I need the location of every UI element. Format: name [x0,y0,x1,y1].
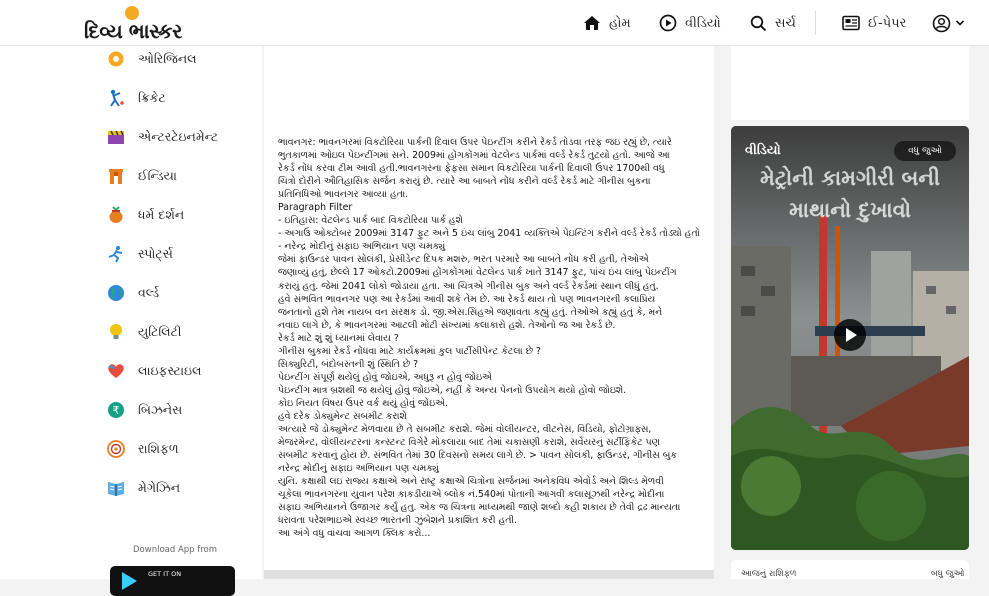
sidebar-item-label: વર્લ્ડ [138,285,160,300]
article-line: રેકર્ડ માટે શું શું ધ્યાનમાં લેવાય ? [278,332,399,344]
article-line: જેમાં ફાઉન્ડર પાવન સોલંકી, પ્રેસીડેન્ટ દિપક મશરુ, ભરત પરમારે આ બાબતે નોંધ કરી હતી, તેઓએ [278,254,649,266]
article-line: હવે દરેક ડોક્યુમેન્ટ સબમીટ કરાશે [278,410,407,422]
horizontal-scrollbar[interactable] [264,570,714,579]
sidebar-item-label: ધર્મ દર્શન [138,207,185,222]
sidebar-item-horoscope[interactable] [107,440,179,458]
sidebar-item-label: યુટિલિટી [138,324,182,339]
user-circle-icon [932,14,951,33]
nav-epaper-label: ઈ-પેપર [868,15,907,31]
article-line: પ્રતિનિધિઓ ભાવનગર આવ્યા હતા. [278,189,409,201]
logo-sun-dot [125,6,139,20]
article-line: ગીનીસ બુકમાં રેકર્ડ નોંધવા માટે કાર્યક્રમમાં કુલ પાર્ટીસીપેન્ટ કેટલા છે ? [278,345,541,357]
article-line: સબમીટ કરવાનું હોય છે. સંભવિત તેમાં 30 દિવસનો સમય લાગે છે. > પાવન સોલંકી, ફાઉન્ડર, ગીનીસ બુક [278,450,677,462]
video-headline-line1: મેટ્રોની કામગીરી બની [759,166,941,190]
article-line: કોઇ નિયત વિષય ઉપર વર્ક થયું હોવું જોઇએ. [278,397,449,409]
kalash-icon [107,206,125,224]
article-line: પેઇન્ટીંગ સંપૂર્ણ થયેલું હોવું જોઇએ, અધુરૂ ન હોવું જોઇએ [278,371,492,383]
sidebar-item-cricket[interactable] [107,89,166,107]
article-line: અત્યારે જે ડોક્યુમેન્ટ મેળવાયા છે તે સબમીટ કરાશે. જેમાં વોલીયન્ટર, વીટનેસ, વિડિયો, ફોટોગ્રાફ્સ, [278,424,652,436]
newspaper-icon [842,15,860,31]
sidebar-item-world[interactable] [107,284,159,302]
home-icon [583,15,601,31]
sidebar-item-lifestyle[interactable] [107,362,202,380]
nav-home-label: હોમ [609,15,631,31]
nav-search[interactable] [750,0,796,46]
heart-icon [107,362,125,380]
video-card[interactable] [731,126,969,550]
chevron-down-icon [955,19,965,27]
nav-epaper[interactable] [842,0,906,46]
article-line: Paragraph Filter [278,202,353,214]
article-line: યુનિ. કક્ષાથી લઇ રાજ્ય કક્ષાએ અને રાષ્ટ્ર કક્ષાએ ચિત્રોના સર્જનમાં અનેકવિધ એવોર્ડ અને શિલ્ડ મેળવી [278,476,664,488]
rupee-icon [107,401,125,419]
sidebar-item-label: બિઝનેસ [138,402,183,417]
sidebar-item-label: ઓરિજિનલ [138,51,197,66]
article-line: સિક્યુરિટી, બંદોબસ્તની શું સ્થિતિ છે ? [278,358,419,370]
sidebar-item-utility[interactable] [107,323,181,341]
nav-search-label: સર્ચ [775,15,796,31]
horoscope-card[interactable] [731,560,969,579]
globe-icon [107,284,125,302]
sidebar-item-sports[interactable] [107,245,173,263]
nav-home[interactable] [583,0,631,46]
video-headline-line2: માથાનો દુખાવો [789,198,911,222]
article-body [278,136,704,540]
sidebar-item-label: મેગેઝિન [138,480,181,495]
sidebar-item-magazine[interactable] [107,479,180,497]
nav-video-label: વીડિયો [685,15,721,31]
download-app-label: Download App from [133,545,218,555]
sports-icon [107,245,125,263]
profile-menu[interactable] [932,0,965,46]
sidebar-item-religion[interactable] [107,206,184,224]
search-icon [750,15,767,32]
svg-text:₹: ₹ [112,404,120,417]
article-line: નરેન્દ્ર મોદીનું સફાઇ અભિયાન પણ ચમક્યું [278,463,439,475]
article-line: જણાવ્યું હતું, છેલ્લે 17 ઓકટો.2009માં હોંગકોંગમાં વેટલેન્ડ પાર્ક ખાતે 3147 ફુટ, પાંચ ઇંચ લાંબુ પેઇન્ટીંગ [278,267,677,279]
article-line: - નરેન્દ્ર મોદીનું સફાઇ અભિયાન પણ ચમક્યું [278,241,446,253]
video-more-button[interactable]: વધુ જુઓ [894,141,956,161]
article-line: ચૂકેલા ભાવનગરના યુવાન પરેશ કાકડીયાએ બ્લોક નં.540માં પોતાની આગવી કલાસૂઝથી નરેન્દ્ર મોદીના [278,489,665,501]
clapper-icon [107,128,125,146]
article-line: હવે સંભવિત ભાવનગર પણ આ રેકર્ડમાં આવી શકે તેમ છે. આ રેકર્ડ થાય તો પણ ભાવનગરની કલાપ્રિય [278,293,656,305]
sidebar-item-label: ક્રિકેટ [138,90,166,105]
original-icon [107,50,125,68]
site-header [0,0,989,46]
sidebar-item-label: લાઇફસ્ટાઇલ [138,363,202,378]
sidebar-item-label: એન્ટરટેઇનમેન્ટ [138,129,219,144]
article-line: - ઇતિહાસ: વેટલેન્ડ પાર્ક બાદ વિકટોરિયા પાર્ક હશે [278,215,463,227]
article-line: રેકર્ડ નોંધ કરવા ટીમ આવી હતી.ભાવનગરના ફેફસા સમાન વિકટોરિયા પાર્કની દિવાલી ઉપર 1700થી વધુ [278,163,665,175]
nav-video[interactable] [659,0,721,46]
horoscope-card-title: આજનું રાશિફળ [741,569,797,579]
zodiac-icon [107,440,125,458]
article-line: સફાઇ અભિયાનને ઉજાગર કર્યું હતુ. એક જ ચિત્રના માધ્યમથી જાણે શબ્દો કહી શકાય છે તેવી દ્રઢ માન્યતા [278,502,681,514]
india-gate-icon [107,167,125,185]
ad-slot [731,46,969,120]
article-container [264,46,714,579]
nav-divider [815,11,816,35]
article-line: કરાયું હતું. જેમાં 2041 લોકો જોડાયા હતા. આ ચિત્રએ ગીનીસ બુક અને વર્લ્ડ રેકર્ડમાં સ્થાન લીધું હતું. [278,280,659,292]
sidebar-item-india[interactable] [107,167,177,185]
logo-text: દિવ્ય ભાસ્કર [84,19,182,43]
magazine-icon [107,479,125,497]
article-line: ચિત્રો દોરીને ઔતિહાસિક સર્જન કરાયું છે. ત્યારે આ બાબતે નોંધ કરીને વર્લ્ડ રેકર્ડ માટે ગીનીસ બુકના [278,176,651,188]
article-line: નવાઇ લાગે છે, કે ભાવનગરમાં આટલી મોટી સંખ્યમાં કલાકારો હશે. તેઓનો જ આ રેકર્ડ છે. [278,319,616,331]
sidebar-item-label: ઈન્ડિયા [138,168,177,183]
article-line: ધરાવતા પરેશભાઇએ સ્વચ્છ ભારતની ઝુંબેશને પ્રકાશિત કરી હતી. [278,515,518,527]
video-section-title: વીડિયો [745,143,781,158]
article-line: ભાવનગર: ભાવનગરમાં વિકટોરિયા પાર્કની દિવાલ ઉપર પેઇન્ટીંગ કરીને રેકર્ડ તોડવા તરફ જઇ રહ્યું છે, ત્યારે [278,137,672,148]
bulb-icon [107,323,125,341]
horoscope-card-more[interactable]: બધુ જુઓ [931,569,965,579]
sidebar-item-label: સ્પોર્ટ્સ [138,246,173,261]
sidebar-item-entertainment[interactable] [107,128,218,146]
article-line[interactable]: આ અંગે વધુ વાંચવા આગળ ક્લિક કરો... [278,528,431,540]
article-line: પેઇન્ટીંગ માત્ર બ્રશથી જ થયેલું હોવું જોઇએ, નહીં કે અન્ય પેનનો ઉપયોગ થયો હોવો જોઇશે. [278,384,627,396]
play-button-icon[interactable] [834,319,866,351]
article-line: મેજરમેન્ટ, વોલીયન્ટરના કન્સ્ટન્ટ વિગેરે મોકલાયા બાદ તેમાં ચકાસણી કરાશે, સર્વેયરનું સર્ટીફિકેટ પણ [278,437,660,449]
sidebar-item-business[interactable] [107,401,182,419]
google-play-label: GET IT ON [148,570,182,578]
sidebar-item-label: રાશિફળ [138,441,179,456]
article-line: - અગાઉ ઓક્ટોબર 2009માં 3147 ફુટ અને 5 ઇંચ લાંબુ 2041 વ્યક્તિએ પેઇન્ટિંગ કરીને વર્લ્ડ રેકર્ડ તોડ્યો હતો [278,228,700,240]
cricket-icon [107,89,125,107]
article-line: ભુતકાળમાં ઓઇલ પેઇન્ટીંગમાં સને. 2009માં હોંગકોંગમાં વેટલેન્ડ પાર્કમાં વર્લ્ડ રેકર્ડ તુટયો હતો. આજે આ [278,150,670,162]
google-play-button[interactable] [110,566,235,596]
category-sidebar [0,46,262,579]
article-line: જનતાનો હશે તેમ નાયબ વન સંરક્ષક ડો. જી.એસ.સિંહએ જણાવતા કહ્યું હતું. તેઓએ કહ્યું હતું કે, મને [278,306,663,318]
play-circle-icon [659,14,677,32]
google-play-icon [122,572,137,590]
sidebar-item-original[interactable] [107,50,197,68]
